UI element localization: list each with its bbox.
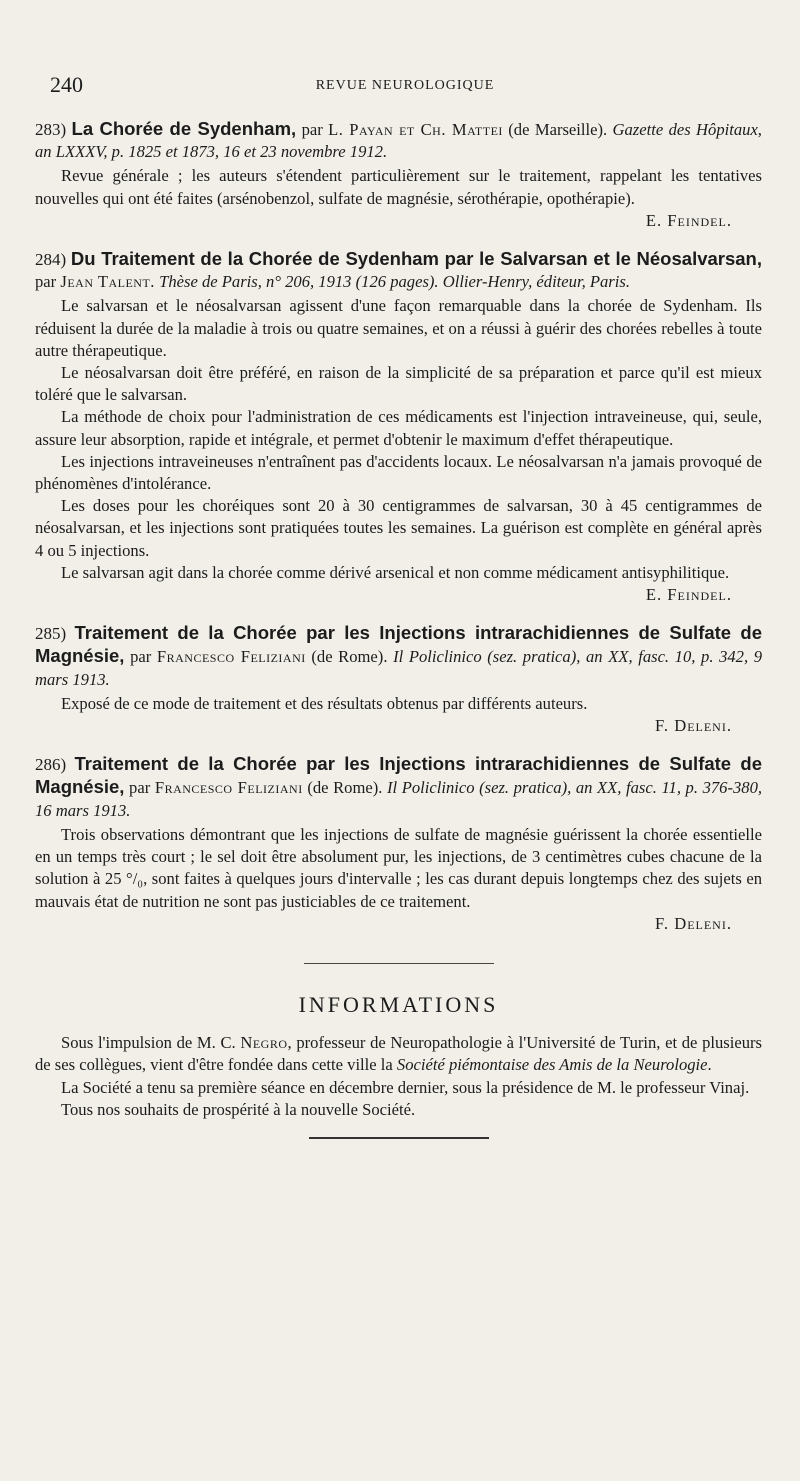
entry-paragraph: Les injections intraveineuses n'entraînent pas d'accidents locaux. Le néosalvarsan n'a jamais provoqué de phénomènes d'intolérance.: [35, 451, 762, 494]
byline-pre: par: [130, 647, 152, 667]
entry-paragraph: Trois observations démontrant que les injections de sulfate de magnésie guérissent la chorée essentielle en un temps très court ; le sel doit être absolument pur, les injections, de 3 centimètres cubes chacune de la solution à 25 °/₀, sont faites à quelques jours d'intervalle ; les cas durant depuis longtemps chez des sujets en mauvais état de nutrition ne sont pas justiciables de ce traitement.: [35, 824, 762, 911]
entry-source: Gazette des Hôpitaux, an LXXXV, p. 1825 et 1873, 16 et 23 novembre 1912.: [35, 120, 762, 162]
entry-signature: F. Deleni.: [655, 716, 732, 736]
section-divider: [304, 963, 494, 964]
end-rule: [309, 1137, 489, 1139]
abstract-entry-284: [35, 248, 762, 606]
society-name: Société piémontaise des Amis de la Neurologie: [396, 1055, 708, 1075]
info-paragraph: La Société a tenu sa première séance en décembre dernier, sous la présidence de M. le professeur Vinaj.: [61, 1077, 750, 1097]
abstract-entry-285: [35, 622, 762, 737]
page-header: [50, 72, 760, 102]
byline-post: (de Rome).: [311, 647, 388, 667]
info-name: Negro: [240, 1033, 288, 1053]
entry-paragraph: Revue générale ; les auteurs s'étendent particulièrement sur le traitement, rappelant les tentatives nouvelles qui ont été faites (arsénobenzol, sulfate de magnésie, sérothérapie, opothérapie).: [35, 166, 762, 208]
entry-title: Du Traitement de la Chorée de Sydenham par le Salvarsan et le Néosalvarsan,: [70, 248, 762, 270]
informations-section: [35, 991, 762, 1139]
byline-pre: par: [129, 778, 151, 798]
byline-post: (de Rome).: [307, 778, 383, 798]
byline-post: (de Marseille).: [508, 120, 608, 139]
entry-source: Il Policlinico (sez. pratica), an XX, fasc. 11, p. 376-380, 16 mars 1913.: [35, 778, 763, 820]
entry-paragraph: Exposé de ce mode de traitement et des résultats obtenus par différents auteurs.: [61, 693, 588, 713]
entry-paragraph: Le salvarsan agit dans la chorée comme dérivé arsenical et non comme médicament antisyphilitique.: [61, 562, 730, 582]
info-paragraph: [35, 1032, 762, 1076]
abstract-entry-283: [35, 118, 762, 232]
info-paragraph: Tous nos souhaits de prospérité à la nouvelle Société.: [61, 1099, 416, 1119]
entry-signature: E. Feindel.: [645, 585, 732, 605]
entry-paragraph: La méthode de choix pour l'administration de ces médicaments est l'injection intraveineuse, qui, seule, assure leur absorption, rapide et intégrale, et permet d'obtenir le maximum d'effet thérapeutique.: [35, 407, 762, 449]
info-text: Sous l'impulsion de M. C.: [61, 1033, 241, 1053]
info-text: .: [707, 1055, 712, 1075]
info-text: , professeur de Neuropathologie à l'Université de Turin, et de plusieurs de ses collègues, vient d'être fondée dans cette ville la: [35, 1033, 762, 1075]
entry-source: Thèse de Paris, n° 206, 1913 (126 pages). Ollier-Henry, éditeur, Paris.: [159, 272, 630, 292]
entry-paragraph: Le néosalvarsan doit être préféré, en raison de la simplicité de sa préparation et parce qu'il est mieux toléré que le salvarsan.: [35, 363, 762, 405]
running-head: REVUE NEUROLOGIQUE: [315, 78, 495, 93]
entry-paragraph: Les doses pour les choréiques sont 20 à 30 centigrammes de salvarsan, 30 à 45 centigrammes de néosalvarsan, et les injections sont pratiquées toutes les semaines. La guérison est complète en général après 4 ou 5 injections.: [35, 496, 762, 560]
entry-authors: Francesco Feliziani: [154, 778, 303, 798]
entry-number: 283): [35, 120, 67, 139]
byline-pre: par: [35, 272, 57, 292]
entry-title: Traitement de la Chorée par les Injections intrarachidiennes de Sulfate de Magnésie,: [35, 622, 763, 667]
entry-number: 286): [35, 755, 67, 775]
entry-authors: Jean Talent.: [60, 272, 155, 292]
entry-signature: E. Feindel.: [645, 210, 732, 230]
entry-title: Traitement de la Chorée par les Injections intrarachidiennes de Sulfate de Magnésie,: [35, 753, 763, 798]
entry-authors: Francesco Feliziani: [156, 647, 306, 667]
entry-heading: [35, 622, 762, 691]
section-heading: INFORMATIONS: [298, 991, 499, 1017]
entry-paragraph: Le salvarsan et le néosalvarsan agissent d'une façon remarquable dans la chorée de Sydenham. Ils réduisent la durée de la maladie à trois ou quatre semaines, et on a réussi à guérir des chorées rebelles à toute autre thérapeutique.: [35, 296, 762, 360]
entry-title: La Chorée de Sydenham,: [71, 118, 297, 139]
page-content: [35, 118, 762, 1139]
entry-number: 285): [35, 624, 67, 644]
entry-heading: [35, 248, 762, 293]
entry-source: Il Policlinico (sez. pratica), an XX, fasc. 10, p. 342, 9 mars 1913.: [35, 647, 763, 689]
entry-number: 284): [35, 250, 67, 270]
byline-pre: par: [301, 120, 323, 139]
abstract-entry-286: [35, 753, 762, 935]
entry-heading: [35, 118, 762, 163]
entry-authors: L. Payan et Ch. Mattei: [328, 120, 503, 139]
page-number: 240: [50, 72, 83, 97]
entry-signature: F. Deleni.: [655, 913, 732, 933]
entry-heading: [35, 753, 762, 822]
